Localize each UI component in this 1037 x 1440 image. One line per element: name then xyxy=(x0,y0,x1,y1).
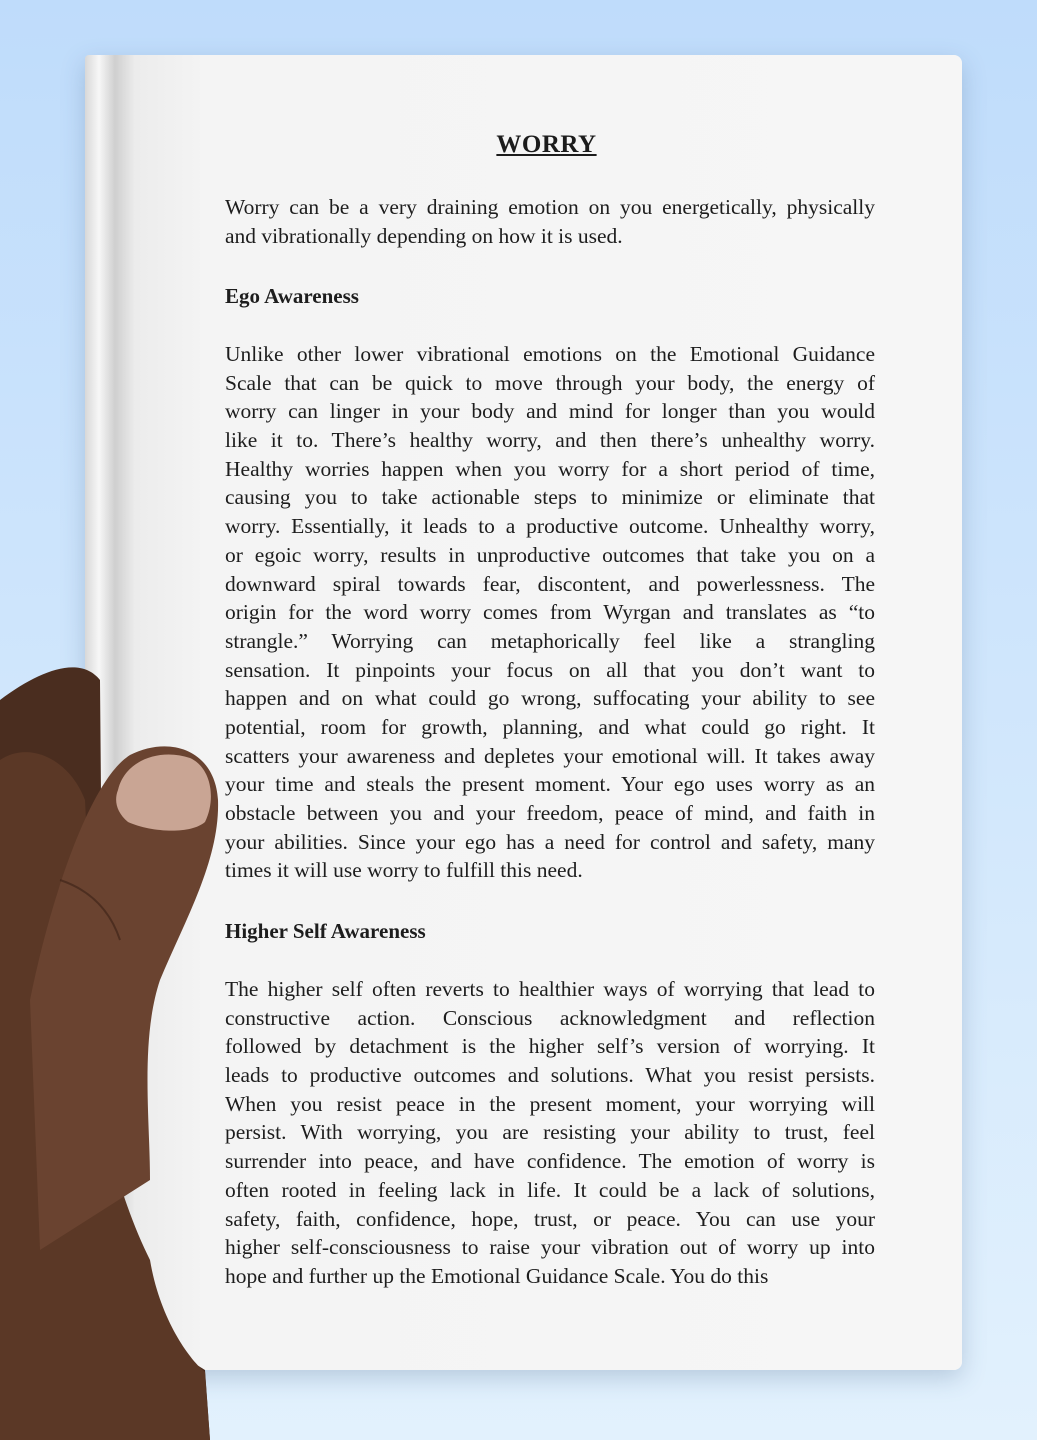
text-line: sensation. It pinpoints your focus on all that you don’t want to xyxy=(225,657,875,682)
text-line: constructive action. Conscious acknowledgment and reflection xyxy=(225,1005,875,1030)
text-line: happen and on what could go wrong, suffocating your ability to see xyxy=(225,686,875,711)
text-line: scatters your awareness and depletes your emotional will. It takes away xyxy=(225,743,875,768)
text-line: worry can linger in your body and mind for longer than you would xyxy=(225,399,875,424)
text-line: Healthy worries happen when you worry for a short period of time, xyxy=(225,456,875,481)
text-line: Scale that can be quick to move through your body, the energy of xyxy=(225,370,875,395)
text-line: When you resist peace in the present moment, your worrying will xyxy=(225,1091,875,1116)
text-line: safety, faith, confidence, hope, trust, or peace. You can use your xyxy=(225,1206,875,1231)
text-line: often rooted in feeling lack in life. It could be a lack of solutions, xyxy=(225,1177,875,1202)
text-line: downward spiral towards fear, discontent, and powerlessness. The xyxy=(225,571,875,596)
text-line: The higher self often reverts to healthier ways of worrying that lead to xyxy=(225,977,875,1001)
text-line: and vibrationally depending on how it is used. xyxy=(225,223,623,248)
text-line: surrender into peace, and have confidence. The emotion of worry is xyxy=(225,1149,875,1174)
text-line: hope and further up the Emotional Guidance Scale. You do this xyxy=(225,1263,769,1288)
section-heading-higher-self-awareness: Higher Self Awareness xyxy=(225,919,426,943)
text-line: persist. With worrying, you are resisting your ability to trust, feel xyxy=(225,1120,875,1145)
text-line: followed by detachment is the higher self’s version of worrying. It xyxy=(225,1034,875,1059)
text-line: your abilities. Since your ego has a need for control and safety, many xyxy=(225,829,875,854)
text-line: leads to productive outcomes and solutions. What you resist persists. xyxy=(225,1063,875,1088)
text-line: origin for the word worry comes from Wyrgan and translates as “to xyxy=(225,600,875,625)
text-line: Worry can be a very draining emotion on you energetically, physically xyxy=(225,195,875,219)
text-line: or egoic worry, results in unproductive outcomes that take you on a xyxy=(225,542,875,567)
text-line: like it to. There’s healthy worry, and then there’s unhealthy worry. xyxy=(225,428,875,453)
text-line: obstacle between you and your freedom, peace of mind, and faith in xyxy=(225,801,875,825)
text-line: potential, room for growth, planning, and what could go right. It xyxy=(225,714,875,739)
text-line: strangle.” Worrying can metaphorically feel like a strangling xyxy=(225,628,875,653)
text-line: your time and steals the present moment. Your ego uses worry as an xyxy=(225,772,875,797)
section-heading-ego-awareness: Ego Awareness xyxy=(225,284,359,308)
text-line: Unlike other lower vibrational emotions on the Emotional Guidance xyxy=(225,342,875,366)
page-title: WORRY xyxy=(496,131,597,158)
text-line: times it will use worry to fulfill this need. xyxy=(225,858,583,883)
text-line: causing you to take actionable steps to minimize or eliminate that xyxy=(225,485,875,510)
text-line: higher self-consciousness to raise your vibration out of worry up into xyxy=(225,1235,875,1260)
text-line: worry. Essentially, it leads to a productive outcome. Unhealthy worry, xyxy=(225,514,875,539)
